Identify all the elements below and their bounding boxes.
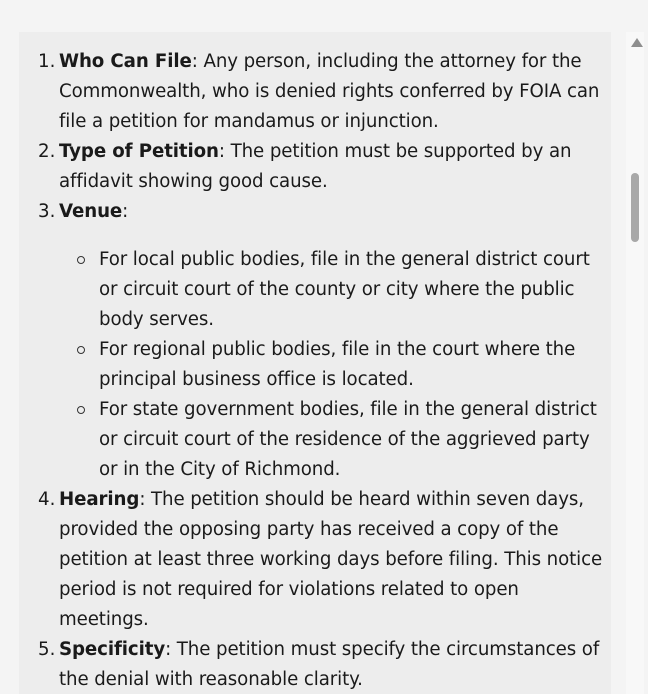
- term-venue: Venue: [59, 201, 123, 222]
- sub-item-local-bodies: [99, 245, 590, 335]
- term-hearing: Hearing: [59, 489, 140, 510]
- item-5-text: : The petition must specify the circumstances of: [165, 639, 600, 660]
- item-1-text: : Any person, including the attorney for the: [191, 51, 582, 72]
- item-3-text: :: [122, 201, 129, 222]
- list-item-venue: [59, 197, 128, 227]
- sub-item-3-text: or circuit court of the residence of the aggrieved party: [99, 429, 590, 450]
- list-item-specificity: [59, 635, 599, 694]
- item-4-text: period is not required for violations related to open: [59, 579, 519, 600]
- sub-item-1-text: or circuit court of the county or city where the public: [99, 279, 575, 300]
- list-marker-1: 1.: [38, 51, 56, 72]
- sub-item-regional-bodies: [99, 335, 575, 395]
- item-1-text: file a petition for mandamus or injunction.: [59, 111, 439, 132]
- sub-bullet-1: [77, 256, 85, 264]
- term-specificity: Specificity: [59, 639, 166, 660]
- item-2-text: : The petition must be supported by an: [218, 141, 572, 162]
- list-marker-5: 5.: [38, 639, 56, 660]
- triangle-up-icon[interactable]: [631, 38, 643, 47]
- list-item-type-of-petition: [59, 137, 571, 197]
- vertical-scrollbar[interactable]: [626, 32, 644, 694]
- item-1-text: Commonwealth, who is denied rights conferred by FOIA can: [59, 81, 600, 102]
- term-who-can-file: Who Can File: [59, 51, 192, 72]
- list-marker-3: 3.: [38, 201, 56, 222]
- sub-item-3-text: For state government bodies, file in the general district: [99, 399, 597, 420]
- sub-item-1-text: body serves.: [99, 309, 214, 330]
- sub-item-state-bodies: [99, 395, 597, 485]
- item-4-text: meetings.: [59, 609, 149, 630]
- sub-item-2-text: For regional public bodies, file in the court where the: [99, 339, 576, 360]
- item-5-text: the denial with reasonable clarity.: [59, 669, 363, 690]
- list-marker-2: 2.: [38, 141, 56, 162]
- item-2-text: affidavit showing good cause.: [59, 171, 328, 192]
- list-item-hearing: [59, 485, 602, 635]
- item-4-text: petition at least three working days before filing. This notice: [59, 549, 603, 570]
- list-marker-4: 4.: [38, 489, 56, 510]
- term-type-of-petition: Type of Petition: [59, 141, 219, 162]
- scrollbar-thumb[interactable]: [631, 173, 639, 242]
- item-4-text: : The petition should be heard within seven days,: [139, 489, 584, 510]
- sub-bullet-3: [77, 406, 85, 414]
- item-4-text: provided the opposing party has received a copy of the: [59, 519, 559, 540]
- sub-item-2-text: principal business office is located.: [99, 369, 414, 390]
- sub-item-1-text: For local public bodies, file in the general district court: [99, 249, 590, 270]
- list-item-who-can-file: [59, 47, 599, 137]
- sub-bullet-2: [77, 346, 85, 354]
- sub-item-3-text: or in the City of Richmond.: [99, 459, 341, 480]
